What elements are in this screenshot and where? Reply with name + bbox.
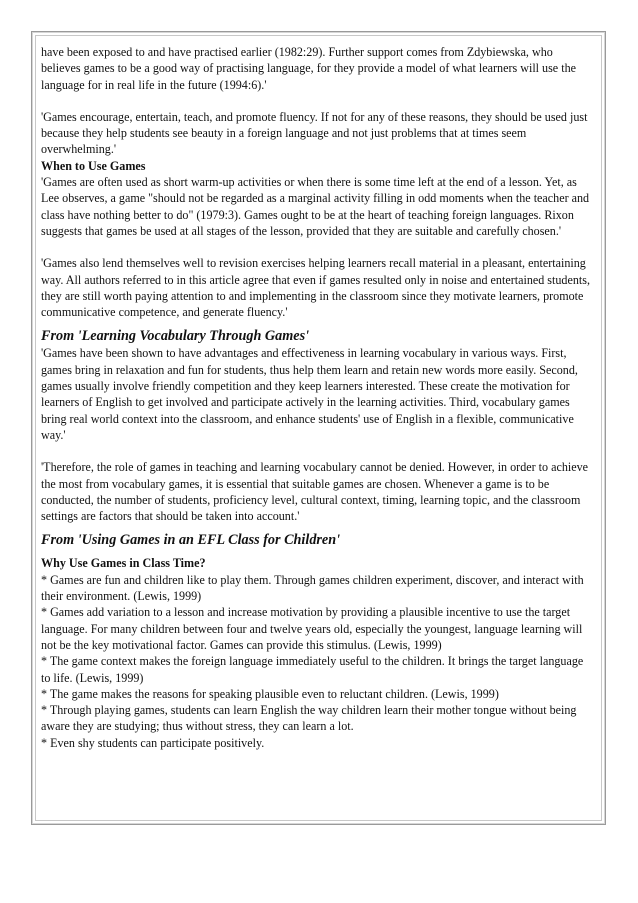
paragraph-gap — [41, 239, 595, 255]
list-item: * Games are fun and children like to play them. Through games children experiment, discover, and interact with their environment. (Lewis, 1999) — [41, 572, 584, 604]
document-content — [35, 35, 602, 821]
paragraph-games-encourage: 'Games encourage, entertain, teach, and promote fluency. If not for any of these reasons, they should be used just because they help students see beauty in a foreign language and not just problems that at times seem overwhelming.' — [41, 109, 588, 157]
paragraph-gap — [41, 93, 595, 109]
paragraph-gap — [41, 320, 595, 326]
heading-efl-class-children: From 'Using Games in an EFL Class for Children' — [41, 532, 341, 549]
paragraph-gap — [41, 524, 595, 530]
heading-when-to-use-games: When to Use Games — [41, 158, 146, 173]
paragraph-warm-up-activities: 'Games are often used as short warm-up activities or when there is some time left at the end of a lesson. Yet, as Lee observes, a game "should not be regarded as a marginal activity filling in odd moments when the teacher and class have nothing better to do" (1979:3). Games ought to be at the heart of teaching foreign languages. Rixon suggests that games be used at all stages of the lesson, provided that they are suitable and carefully chosen.' — [41, 175, 590, 238]
list-item: * Even shy students can participate positively. — [41, 735, 265, 750]
paragraph-gap — [41, 443, 595, 459]
heading-why-use-games: Why Use Games in Class Time? — [41, 556, 206, 571]
list-item: * The game context makes the foreign language immediately useful to the children. It brings the target language to life. (Lewis, 1999) — [41, 654, 584, 685]
list-item: * Through playing games, students can learn English the way children learn their mother tongue without being aware they are studying; thus without stress, they can learn a lot. — [41, 703, 577, 734]
list-item: * Games add variation to a lesson and increase motivation by providing a plausible incentive to use the target language. For many children between four and twelve years old, especially the youngest, language learning will not be the key motivational factor. Games can provide this stimulus. (Lewis, 1999) — [41, 605, 583, 652]
paragraph-revision-exercises: 'Games also lend themselves well to revision exercises helping learners recall material in a pleasant, entertaining way. All authors referred to in this article agree that even if games resulted only in noise and entertained students, they are still worth paying attention to and implementing in the classroom since they motivate learners, promote communicative competence, and generate fluency.' — [41, 256, 590, 320]
list-item: * The game makes the reasons for speaking plausible even to reluctant children. (Lewis, 1999) — [41, 686, 499, 701]
document-frame — [31, 31, 606, 825]
paragraph-continued: have been exposed to and have practised earlier (1982:29). Further support comes from Zdybiewska, who believes games to be a good way of practising language, for they provide a model of what learners will use the language for in real life in the future (1994:6).' — [41, 45, 576, 92]
paragraph-role-of-games: 'Therefore, the role of games in teaching and learning vocabulary cannot be denied. However, in order to achieve the most from vocabulary games, it is essential that suitable games are chosen. Whenever a game is to be conducted, the number of students, proficiency level, cultural context, timing, learning topic, and the classroom settings are factors that should be taken into account.' — [41, 460, 589, 524]
paragraph-vocabulary-advantages: 'Games have been shown to have advantages and effectiveness in learning vocabulary in various ways. First, games bring in relaxation and fun for students, thus help them learn and retain new words more easily. Second, games usually involve friendly competition and they keep learners interested. These create the motivation for learners of English to get involved and participate actively in the learning activities. Third, vocabulary games bring real world context into the classroom, and enhance students' use of English in a flexible, communicative way.' — [41, 346, 578, 442]
heading-learning-vocabulary: From 'Learning Vocabulary Through Games' — [41, 328, 310, 345]
